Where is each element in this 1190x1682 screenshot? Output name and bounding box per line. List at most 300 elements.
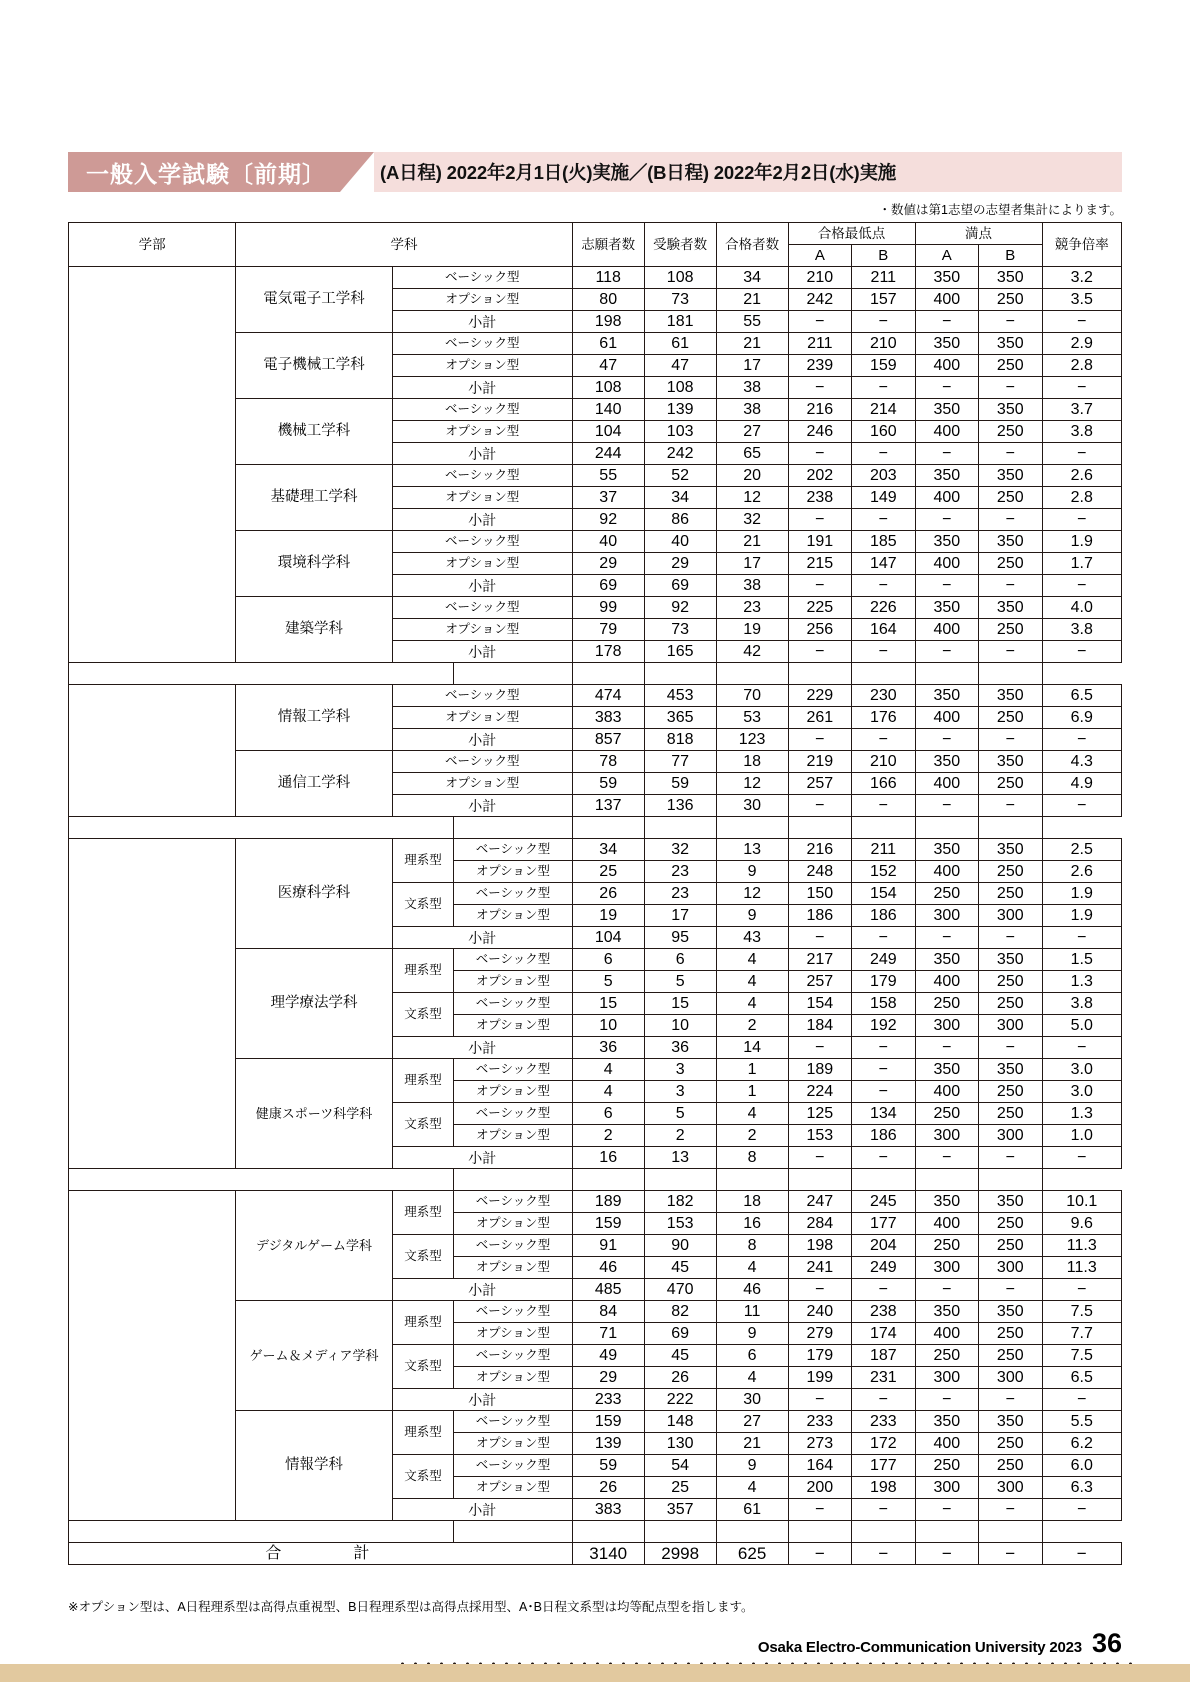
cell-ratio: 2.6 bbox=[1042, 861, 1121, 883]
cell-max-a: 300 bbox=[915, 1367, 978, 1389]
cell-dash: − bbox=[915, 311, 978, 333]
cell-examinees: 103 bbox=[644, 421, 716, 443]
type-cell: オプション型 bbox=[454, 1081, 573, 1103]
cell-dash: − bbox=[1042, 729, 1121, 751]
cell-min-a: 239 bbox=[788, 355, 851, 377]
department-cell: 情報学科 bbox=[236, 1411, 393, 1521]
cell-max-a: 400 bbox=[915, 773, 978, 795]
cell-applicants: 46 bbox=[572, 1257, 644, 1279]
cell-applicants: 34 bbox=[572, 839, 644, 861]
subtotal-label: 小計 bbox=[392, 377, 572, 399]
cell-dash: − bbox=[979, 795, 1042, 817]
cell-dash: − bbox=[788, 1147, 851, 1169]
type-cell: ベーシック型 bbox=[392, 333, 572, 355]
cell-applicants: 139 bbox=[572, 1433, 644, 1455]
cell-applicants: 49 bbox=[572, 1345, 644, 1367]
cell-max-b: 250 bbox=[979, 619, 1042, 641]
cell-passers: 20 bbox=[716, 465, 788, 487]
cell-min-b: 177 bbox=[852, 1213, 915, 1235]
faculty-subtotal-label: 小 計 bbox=[69, 817, 454, 839]
cell-min-b: − bbox=[852, 1059, 915, 1081]
cell-applicants: 84 bbox=[572, 1301, 644, 1323]
type-cell: オプション型 bbox=[392, 421, 572, 443]
cell-dash: − bbox=[979, 1521, 1042, 1543]
cell-applicants: 25 bbox=[572, 861, 644, 883]
type-cell: オプション型 bbox=[454, 905, 573, 927]
cell-min-b: 160 bbox=[852, 421, 915, 443]
cell-max-b: 350 bbox=[979, 839, 1042, 861]
admissions-table-wrap bbox=[68, 222, 1122, 1565]
cell-passers: 6 bbox=[716, 1345, 788, 1367]
cell-max-a: 250 bbox=[915, 1235, 978, 1257]
cell-applicants: 55 bbox=[572, 465, 644, 487]
cell-max-a: 300 bbox=[915, 905, 978, 927]
cell-max-b: 350 bbox=[979, 1301, 1042, 1323]
grand-total-row bbox=[69, 1543, 1122, 1565]
cell-dash: − bbox=[915, 1037, 978, 1059]
cell-ratio: 2.8 bbox=[1042, 355, 1121, 377]
cell-min-b: 172 bbox=[852, 1433, 915, 1455]
cell-examinees: 92 bbox=[644, 597, 716, 619]
cell-max-b: 250 bbox=[979, 993, 1042, 1015]
subtotal-label: 小計 bbox=[392, 729, 572, 751]
cell-max-a: 300 bbox=[915, 1125, 978, 1147]
col-header-max-a: A bbox=[915, 245, 978, 267]
cell-examinees: 153 bbox=[644, 1213, 716, 1235]
cell-examinees: 34 bbox=[644, 487, 716, 509]
cell-max-a: 400 bbox=[915, 355, 978, 377]
cell-dash: − bbox=[788, 377, 851, 399]
cell-examinees: 851 bbox=[572, 663, 644, 685]
cell-dash: − bbox=[1042, 443, 1121, 465]
cell-max-b: 250 bbox=[979, 1213, 1042, 1235]
col-header-passers: 合格者数 bbox=[716, 223, 788, 267]
cell-dash: − bbox=[788, 927, 851, 949]
cell-max-b: 250 bbox=[979, 421, 1042, 443]
cell-min-b: 203 bbox=[852, 465, 915, 487]
cell-ratio: 5.5 bbox=[1042, 1411, 1121, 1433]
cell-passers: 65 bbox=[644, 1169, 716, 1191]
cell-examinees: 2 bbox=[644, 1125, 716, 1147]
cell-dash: − bbox=[979, 663, 1042, 685]
cell-examinees: 82 bbox=[644, 1301, 716, 1323]
cell-passers: 4 bbox=[716, 1103, 788, 1125]
cell-passers: 12 bbox=[716, 773, 788, 795]
cell-min-a: 216 bbox=[788, 399, 851, 421]
cell-applicants: 3140 bbox=[572, 1543, 644, 1565]
cell-dash: − bbox=[852, 927, 915, 949]
faculty-subtotal-label: 小 計 bbox=[69, 1169, 454, 1191]
cell-applicants: 159 bbox=[572, 1411, 644, 1433]
department-cell: 建築学科 bbox=[236, 597, 393, 663]
cell-passers: 1 bbox=[716, 1081, 788, 1103]
cell-dash: − bbox=[852, 1147, 915, 1169]
stream-cell: 文系型 bbox=[392, 1455, 453, 1499]
type-cell: ベーシック型 bbox=[454, 1411, 573, 1433]
cell-min-b: 186 bbox=[852, 1125, 915, 1147]
cell-min-a: 210 bbox=[788, 267, 851, 289]
cell-dash: − bbox=[915, 377, 978, 399]
cell-ratio: 4.3 bbox=[1042, 751, 1121, 773]
cell-applicants: 889 bbox=[454, 663, 573, 685]
stream-cell: 文系型 bbox=[392, 1235, 453, 1279]
cell-max-a: 350 bbox=[915, 531, 978, 553]
cell-examinees: 29 bbox=[644, 553, 716, 575]
cell-min-a: 184 bbox=[788, 1015, 851, 1037]
cell-passers: 21 bbox=[716, 289, 788, 311]
cell-examinees: 73 bbox=[644, 619, 716, 641]
cell-max-a: 300 bbox=[915, 1477, 978, 1499]
cell-dash: − bbox=[979, 1389, 1042, 1411]
cell-dash: − bbox=[979, 311, 1042, 333]
cell-applicants: 383 bbox=[572, 1499, 644, 1521]
cell-ratio: 3.8 bbox=[1042, 421, 1121, 443]
cell-passers: 4 bbox=[716, 993, 788, 1015]
cell-min-a: 217 bbox=[788, 949, 851, 971]
cell-min-b: 159 bbox=[852, 355, 915, 377]
cell-passers: 38 bbox=[716, 399, 788, 421]
cell-min-a: 189 bbox=[788, 1059, 851, 1081]
cell-examinees: 182 bbox=[644, 1191, 716, 1213]
cell-min-b: 210 bbox=[852, 751, 915, 773]
cell-applicants: 26 bbox=[572, 1477, 644, 1499]
cell-min-b: 164 bbox=[852, 619, 915, 641]
cell-dash: − bbox=[915, 795, 978, 817]
cell-applicants: 91 bbox=[572, 1235, 644, 1257]
cell-applicants: 92 bbox=[572, 509, 644, 531]
cell-min-b: 154 bbox=[852, 883, 915, 905]
cell-ratio: 2.5 bbox=[1042, 839, 1121, 861]
cell-passers: 4 bbox=[716, 1257, 788, 1279]
cell-applicants: 137 bbox=[572, 795, 644, 817]
col-header-examinees: 受験者数 bbox=[644, 223, 716, 267]
cell-applicants: 59 bbox=[572, 773, 644, 795]
cell-min-a: 154 bbox=[788, 993, 851, 1015]
cell-dash: − bbox=[852, 311, 915, 333]
cell-dash: − bbox=[1042, 927, 1121, 949]
type-cell: ベーシック型 bbox=[454, 1191, 573, 1213]
cell-dash: − bbox=[788, 311, 851, 333]
type-cell: ベーシック型 bbox=[392, 399, 572, 421]
cell-max-a: 400 bbox=[915, 1433, 978, 1455]
cell-max-b: 350 bbox=[979, 949, 1042, 971]
cell-ratio: 3.0 bbox=[1042, 1059, 1121, 1081]
footer-page-number: 36 bbox=[1091, 1628, 1122, 1658]
faculty-cell-eng bbox=[69, 267, 236, 663]
cell-examinees: 77 bbox=[644, 751, 716, 773]
cell-max-a: 250 bbox=[915, 883, 978, 905]
cell-dash: − bbox=[852, 1543, 915, 1565]
cell-examinees: 5 bbox=[644, 1103, 716, 1125]
type-cell: オプション型 bbox=[392, 289, 572, 311]
cell-min-a: 202 bbox=[788, 465, 851, 487]
banner-subtitle: (A日程) 2022年2月1日(火)実施／(B日程) 2022年2月2日(水)実施 bbox=[374, 152, 1122, 192]
type-cell: ベーシック型 bbox=[392, 685, 572, 707]
subtotal-label: 小計 bbox=[392, 1279, 572, 1301]
cell-min-a: 229 bbox=[788, 685, 851, 707]
faculty-subtotal-label: 小 計 bbox=[69, 1521, 454, 1543]
cell-min-b: 158 bbox=[852, 993, 915, 1015]
cell-applicants: 40 bbox=[572, 531, 644, 553]
cell-max-a: 400 bbox=[915, 487, 978, 509]
cell-examinees: 73 bbox=[644, 289, 716, 311]
faculty-cell-med bbox=[69, 839, 236, 1169]
cell-min-a: 125 bbox=[788, 1103, 851, 1125]
cell-max-b: 250 bbox=[979, 1345, 1042, 1367]
cell-min-b: 238 bbox=[852, 1301, 915, 1323]
cell-dash: − bbox=[788, 575, 851, 597]
cell-max-a: 250 bbox=[915, 1103, 978, 1125]
cell-min-a: 216 bbox=[788, 839, 851, 861]
cell-dash: − bbox=[979, 1037, 1042, 1059]
cell-min-b: 249 bbox=[852, 1257, 915, 1279]
type-cell: オプション型 bbox=[392, 707, 572, 729]
cell-ratio: 4.9 bbox=[1042, 773, 1121, 795]
cell-max-b: 250 bbox=[979, 707, 1042, 729]
cell-examinees: 40 bbox=[644, 531, 716, 553]
cell-passers: 65 bbox=[716, 443, 788, 465]
cell-examinees: 90 bbox=[644, 1235, 716, 1257]
cell-dash: − bbox=[915, 443, 978, 465]
cell-min-a: 238 bbox=[788, 487, 851, 509]
cell-examinees: 47 bbox=[644, 355, 716, 377]
cell-min-b: 152 bbox=[852, 861, 915, 883]
cell-applicants: 26 bbox=[572, 883, 644, 905]
cell-dash: − bbox=[915, 1499, 978, 1521]
cell-applicants: 79 bbox=[572, 619, 644, 641]
cell-examinees: 69 bbox=[644, 1323, 716, 1345]
cell-min-b: 204 bbox=[852, 1235, 915, 1257]
cell-applicants: 29 bbox=[572, 553, 644, 575]
page-banner bbox=[68, 152, 1122, 192]
cell-dash: − bbox=[979, 927, 1042, 949]
department-cell: 医療科学科 bbox=[236, 839, 393, 949]
cell-dash: − bbox=[852, 663, 915, 685]
faculty-subtotal-row bbox=[69, 1521, 1122, 1543]
cell-dash: − bbox=[788, 641, 851, 663]
table-row bbox=[69, 267, 1122, 289]
cell-max-a: 350 bbox=[915, 949, 978, 971]
cell-passers: 32 bbox=[716, 509, 788, 531]
cell-max-a: 400 bbox=[915, 971, 978, 993]
cell-passers: 30 bbox=[716, 795, 788, 817]
cell-min-a: 153 bbox=[788, 1125, 851, 1147]
cell-applicants: 15 bbox=[572, 993, 644, 1015]
cell-dash: − bbox=[1042, 1279, 1121, 1301]
cell-max-b: 250 bbox=[979, 1235, 1042, 1257]
footer-university: Osaka Electro-Communication University 2023 bbox=[757, 1639, 1082, 1656]
cell-min-a: 164 bbox=[788, 1455, 851, 1477]
stream-cell: 文系型 bbox=[392, 993, 453, 1037]
col-header-min-a: A bbox=[788, 245, 851, 267]
cell-examinees: 61 bbox=[644, 333, 716, 355]
cell-passers: 18 bbox=[716, 1191, 788, 1213]
cell-max-a: 350 bbox=[915, 1301, 978, 1323]
cell-max-a: 400 bbox=[915, 1081, 978, 1103]
cell-examinees: 26 bbox=[644, 1367, 716, 1389]
cell-applicants: 47 bbox=[572, 355, 644, 377]
cell-max-a: 350 bbox=[915, 399, 978, 421]
type-cell: ベーシック型 bbox=[392, 465, 572, 487]
col-header-max-score: 満点 bbox=[915, 223, 1042, 245]
cell-dash: − bbox=[915, 1169, 978, 1191]
cell-examinees: 357 bbox=[644, 1499, 716, 1521]
cell-dash: − bbox=[788, 1037, 851, 1059]
cell-ratio: 11.3 bbox=[1042, 1235, 1121, 1257]
table-head bbox=[69, 223, 1122, 267]
cell-ratio: 1.5 bbox=[1042, 949, 1121, 971]
faculty-cell-sogo bbox=[69, 1191, 236, 1521]
cell-examinees: 242 bbox=[644, 443, 716, 465]
cell-dash: − bbox=[852, 377, 915, 399]
cell-dash: − bbox=[852, 1389, 915, 1411]
faculty-subtotal-row bbox=[69, 663, 1122, 685]
type-cell: ベーシック型 bbox=[454, 1235, 573, 1257]
cell-applicants: 159 bbox=[572, 1213, 644, 1235]
cell-dash: − bbox=[1042, 377, 1121, 399]
cell-ratio: 6.2 bbox=[1042, 1433, 1121, 1455]
cell-examinees: 3 bbox=[644, 1081, 716, 1103]
cell-max-a: 300 bbox=[915, 1015, 978, 1037]
cell-min-a: 224 bbox=[788, 1081, 851, 1103]
cell-min-a: 200 bbox=[788, 1477, 851, 1499]
cell-min-b: 245 bbox=[852, 1191, 915, 1213]
cell-min-a: 248 bbox=[788, 861, 851, 883]
cell-max-b: 250 bbox=[979, 553, 1042, 575]
cell-max-b: 300 bbox=[979, 1015, 1042, 1037]
faculty-cell-info bbox=[69, 685, 236, 817]
type-cell: ベーシック型 bbox=[454, 883, 573, 905]
cell-max-a: 350 bbox=[915, 839, 978, 861]
cell-max-b: 250 bbox=[979, 1323, 1042, 1345]
cell-min-b: 226 bbox=[852, 597, 915, 619]
cell-dash: − bbox=[716, 1521, 788, 1543]
cell-max-a: 400 bbox=[915, 861, 978, 883]
cell-min-a: 211 bbox=[788, 333, 851, 355]
cell-min-a: 241 bbox=[788, 1257, 851, 1279]
subtotal-label: 小計 bbox=[392, 1037, 572, 1059]
cell-examinees: 86 bbox=[644, 509, 716, 531]
cell-min-a: 199 bbox=[788, 1367, 851, 1389]
department-cell: 健康スポーツ科学科 bbox=[236, 1059, 393, 1169]
cell-max-b: 350 bbox=[979, 751, 1042, 773]
cell-max-b: 300 bbox=[979, 1257, 1042, 1279]
cell-max-b: 350 bbox=[979, 333, 1042, 355]
cell-max-b: 300 bbox=[979, 1477, 1042, 1499]
cell-max-b: 250 bbox=[979, 1433, 1042, 1455]
cell-dash: − bbox=[979, 509, 1042, 531]
cell-applicants: 4 bbox=[572, 1059, 644, 1081]
cell-applicants: 37 bbox=[572, 487, 644, 509]
cell-dash: − bbox=[852, 795, 915, 817]
cell-dash: − bbox=[788, 509, 851, 531]
cell-passers: 4 bbox=[716, 1367, 788, 1389]
cell-ratio: 3.8 bbox=[1042, 619, 1121, 641]
cell-ratio: 1.3 bbox=[1042, 971, 1121, 993]
cell-applicants: 2 bbox=[572, 1125, 644, 1147]
cell-max-b: 350 bbox=[979, 597, 1042, 619]
department-cell: 通信工学科 bbox=[236, 751, 393, 817]
cell-min-b: 134 bbox=[852, 1103, 915, 1125]
cell-examinees: 52 bbox=[644, 465, 716, 487]
cell-passers: 21 bbox=[716, 531, 788, 553]
cell-max-a: 400 bbox=[915, 553, 978, 575]
cell-examinees: 32 bbox=[644, 839, 716, 861]
type-cell: ベーシック型 bbox=[454, 839, 573, 861]
cell-passers: 23 bbox=[716, 597, 788, 619]
faculty-subtotal-label: 小 計 bbox=[69, 663, 454, 685]
cell-applicants: 189 bbox=[572, 1191, 644, 1213]
cell-max-b: 250 bbox=[979, 861, 1042, 883]
type-cell: ベーシック型 bbox=[392, 531, 572, 553]
table-row bbox=[69, 839, 1122, 861]
cell-passers: 270 bbox=[644, 663, 716, 685]
cell-passers: 12 bbox=[716, 883, 788, 905]
cell-examinees: 818 bbox=[644, 729, 716, 751]
cell-min-a: 233 bbox=[788, 1411, 851, 1433]
cell-examinees: 148 bbox=[644, 1411, 716, 1433]
cell-dash: − bbox=[852, 1499, 915, 1521]
cell-ratio: 1.0 bbox=[1042, 1125, 1121, 1147]
cell-max-a: 400 bbox=[915, 1323, 978, 1345]
cell-dash: − bbox=[979, 575, 1042, 597]
cell-dash: − bbox=[915, 509, 978, 531]
cell-passers: 42 bbox=[716, 641, 788, 663]
cell-max-a: 350 bbox=[915, 685, 978, 707]
cell-ratio: 3.7 bbox=[1042, 399, 1121, 421]
type-cell: オプション型 bbox=[392, 355, 572, 377]
cell-applicants: 5 bbox=[572, 971, 644, 993]
cell-dash: − bbox=[788, 1543, 851, 1565]
type-cell: オプション型 bbox=[454, 1477, 573, 1499]
cell-dash: − bbox=[788, 795, 851, 817]
cell-passers: 17 bbox=[716, 355, 788, 377]
cell-dash: − bbox=[1042, 1037, 1121, 1059]
cell-min-b: − bbox=[852, 1081, 915, 1103]
cell-passers: 17 bbox=[716, 553, 788, 575]
cell-applicants: 69 bbox=[572, 575, 644, 597]
cell-ratio: 2.9 bbox=[1042, 333, 1121, 355]
cell-examinees: 23 bbox=[644, 861, 716, 883]
cell-ratio: 1.9 bbox=[1042, 883, 1121, 905]
cell-applicants: 29 bbox=[572, 1367, 644, 1389]
cell-dash: − bbox=[915, 1521, 978, 1543]
cell-dash: − bbox=[979, 817, 1042, 839]
faculty-subtotal-row bbox=[69, 817, 1122, 839]
cell-examinees: 144 bbox=[572, 1169, 644, 1191]
cell-ratio: 1.3 bbox=[1042, 1103, 1121, 1125]
cell-min-b: 147 bbox=[852, 553, 915, 575]
type-cell: ベーシック型 bbox=[454, 949, 573, 971]
cell-dash: − bbox=[915, 1543, 978, 1565]
cell-max-b: 250 bbox=[979, 1103, 1042, 1125]
cell-max-a: 400 bbox=[915, 421, 978, 443]
cell-min-a: 261 bbox=[788, 707, 851, 729]
note-top: ・数値は第1志望の志望者集計によります。 bbox=[878, 203, 1122, 217]
cell-passers: 53 bbox=[716, 707, 788, 729]
cell-dash: − bbox=[852, 729, 915, 751]
cell-ratio: 1.9 bbox=[1042, 531, 1121, 553]
subtotal-label: 小計 bbox=[392, 641, 572, 663]
stream-cell: 理系型 bbox=[392, 1191, 453, 1235]
cell-dash: − bbox=[788, 1169, 851, 1191]
cell-applicants: 104 bbox=[572, 927, 644, 949]
cell-min-b: 185 bbox=[852, 531, 915, 553]
cell-applicants: 118 bbox=[572, 267, 644, 289]
cell-max-b: 250 bbox=[979, 773, 1042, 795]
cell-dash: − bbox=[979, 729, 1042, 751]
cell-passers: 9 bbox=[716, 905, 788, 927]
